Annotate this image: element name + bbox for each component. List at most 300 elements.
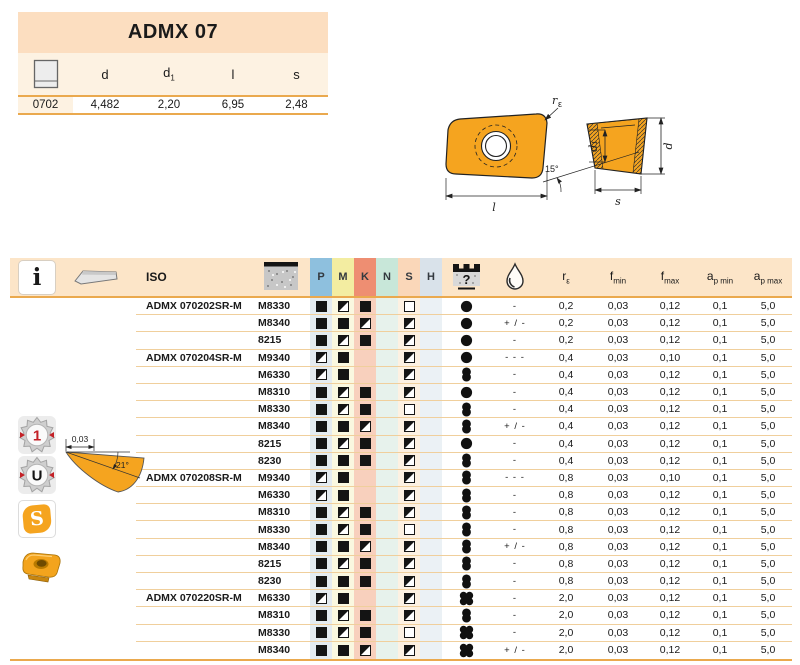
application-mark-M — [332, 367, 354, 383]
grade-label: M9340 — [258, 351, 291, 364]
application-mark-P — [310, 350, 332, 366]
apmin-value: 0,1 — [712, 626, 728, 639]
application-mark-H — [420, 436, 442, 452]
application-mark-N — [376, 590, 398, 606]
application-table — [10, 258, 792, 661]
fmin-value: 0,03 — [607, 300, 629, 313]
application-mark-K — [354, 384, 376, 400]
cut-type-continuous-icon — [442, 436, 490, 451]
application-mark-S — [398, 590, 420, 606]
dimension-table-row — [18, 97, 328, 115]
fmax-value: 0,10 — [659, 351, 681, 364]
grade-label: M8340 — [258, 420, 291, 433]
application-mark-M — [332, 298, 354, 314]
table-row — [136, 298, 792, 315]
application-mark-S — [398, 453, 420, 469]
apmax-value: 5,0 — [760, 557, 776, 570]
coolant-value: - — [512, 506, 518, 518]
page-title: ADMX 07 — [18, 12, 328, 53]
grade-label: M8330 — [258, 523, 291, 536]
application-mark-S — [398, 539, 420, 555]
application-mark-H — [420, 453, 442, 469]
apmax-value: 5,0 — [760, 403, 776, 416]
coolant-value: + / - — [504, 420, 526, 432]
left-icon-rail — [10, 298, 136, 659]
application-mark-P — [310, 607, 332, 623]
coolant-value: - — [512, 334, 518, 346]
re-value: 0,4 — [558, 420, 574, 433]
application-mark-P — [310, 401, 332, 417]
material-column-header-M: M — [332, 258, 354, 296]
cut-type-interrupted-icon — [442, 625, 490, 640]
table-row — [136, 556, 792, 573]
application-mark-K — [354, 315, 376, 331]
application-mark-K — [354, 556, 376, 572]
fmin-value: 0,03 — [607, 471, 629, 484]
apmax-value: 5,0 — [760, 592, 776, 605]
application-mark-K — [354, 470, 376, 486]
application-mark-S — [398, 573, 420, 589]
application-mark-K — [354, 436, 376, 452]
coolant-value: - — [512, 438, 518, 450]
re-value: 0,4 — [558, 454, 574, 467]
application-mark-H — [420, 539, 442, 555]
application-mark-H — [420, 521, 442, 537]
grade-label: M8330 — [258, 403, 291, 416]
iso-column-header: ISO — [146, 270, 167, 284]
dim-d1-value: 2,20 — [157, 99, 181, 111]
fmax-value: 0,12 — [659, 386, 681, 399]
iso-designation: ADMX 070204SR-M — [146, 351, 242, 364]
dimension-table-header — [18, 53, 328, 97]
fmin-value: 0,03 — [607, 609, 629, 622]
coolant-value: - — [512, 489, 518, 501]
apmax-value: 5,0 — [760, 386, 776, 399]
grade-label: M9340 — [258, 471, 291, 484]
dim-column-header: l — [231, 66, 235, 82]
application-mark-K — [354, 487, 376, 503]
cut-type-interrupted-icon — [442, 643, 490, 658]
table-row — [136, 350, 792, 367]
technical-drawing — [418, 90, 713, 230]
cut-data-header: $a_{p min}$ — [706, 268, 734, 286]
application-mark-M — [332, 436, 354, 452]
grade-label: M8340 — [258, 644, 291, 657]
application-mark-N — [376, 401, 398, 417]
application-mark-M — [332, 384, 354, 400]
fmax-value: 0,12 — [659, 489, 681, 502]
re-value: 2,0 — [558, 626, 574, 639]
dim-s-label: s — [615, 195, 621, 208]
table-header — [10, 258, 792, 298]
table-row — [136, 453, 792, 470]
table-row — [136, 504, 792, 521]
cut-type-semi-icon — [442, 367, 490, 382]
fmax-value: 0,12 — [659, 454, 681, 467]
application-mark-S — [398, 367, 420, 383]
application-mark-P — [310, 625, 332, 641]
apmin-value: 0,1 — [712, 403, 728, 416]
re-value: 0,4 — [558, 368, 574, 381]
coolant-value: - — [512, 386, 518, 398]
fmin-value: 0,03 — [607, 368, 629, 381]
application-mark-K — [354, 350, 376, 366]
application-mark-H — [420, 401, 442, 417]
fmin-value: 0,03 — [607, 540, 629, 553]
application-mark-H — [420, 504, 442, 520]
application-mark-P — [310, 487, 332, 503]
application-mark-K — [354, 625, 376, 641]
re-value: 2,0 — [558, 592, 574, 605]
application-mark-S — [398, 332, 420, 348]
cut-data-header: $a_{p max}$ — [753, 268, 783, 286]
apmax-value: 5,0 — [760, 351, 776, 364]
re-value: 0,8 — [558, 540, 574, 553]
fmax-value: 0,12 — [659, 368, 681, 381]
fmax-value: 0,12 — [659, 420, 681, 433]
grade-label: M6330 — [258, 368, 291, 381]
re-value: 0,4 — [558, 403, 574, 416]
application-mark-S — [398, 487, 420, 503]
fmax-value: 0,12 — [659, 300, 681, 313]
cut-type-interrupted-icon — [442, 591, 490, 606]
fmax-value: 0,12 — [659, 506, 681, 519]
table-row — [136, 315, 792, 332]
re-value: 0,2 — [558, 317, 574, 330]
table-body — [10, 298, 792, 661]
re-value: 0,8 — [558, 489, 574, 502]
fmax-value: 0,12 — [659, 523, 681, 536]
application-mark-P — [310, 367, 332, 383]
application-mark-S — [398, 556, 420, 572]
application-mark-M — [332, 453, 354, 469]
application-mark-P — [310, 573, 332, 589]
apmax-value: 5,0 — [760, 609, 776, 622]
application-mark-S — [398, 470, 420, 486]
cut-type-semi-icon — [442, 608, 490, 623]
application-mark-N — [376, 521, 398, 537]
application-mark-M — [332, 470, 354, 486]
dimension-table — [18, 12, 328, 115]
wiper-angle-label: 21° — [116, 460, 129, 470]
material-column-header-H: H — [420, 258, 442, 296]
application-mark-K — [354, 367, 376, 383]
application-mark-M — [332, 487, 354, 503]
fmax-value: 0,10 — [659, 471, 681, 484]
universal-icon — [18, 456, 56, 499]
application-mark-S — [398, 607, 420, 623]
application-mark-S — [398, 401, 420, 417]
table-row — [136, 573, 792, 590]
apmax-value: 5,0 — [760, 644, 776, 657]
dim-d-label: d — [662, 142, 675, 150]
wiper-dim-label: 0,03 — [71, 434, 89, 444]
application-mark-K — [354, 401, 376, 417]
application-mark-M — [332, 350, 354, 366]
application-mark-N — [376, 504, 398, 520]
grade-label: M8310 — [258, 386, 291, 399]
application-mark-H — [420, 332, 442, 348]
grade-label: 8215 — [258, 334, 282, 347]
cut-type-continuous-icon — [442, 333, 490, 348]
fmax-value: 0,12 — [659, 575, 681, 588]
application-mark-N — [376, 487, 398, 503]
application-mark-K — [354, 453, 376, 469]
grade-label: M8340 — [258, 317, 291, 330]
coolant-value: - — [512, 575, 518, 587]
coolant-value: - — [512, 609, 518, 621]
application-mark-N — [376, 539, 398, 555]
grade-label: 8230 — [258, 575, 282, 588]
application-mark-P — [310, 298, 332, 314]
cut-data-header: $r_\varepsilon$ — [562, 268, 570, 286]
re-value: 0,8 — [558, 575, 574, 588]
insert-photo-icon — [18, 546, 64, 589]
application-mark-P — [310, 556, 332, 572]
cut-type-semi-icon — [442, 488, 490, 503]
application-mark-M — [332, 625, 354, 641]
application-mark-M — [332, 504, 354, 520]
coolant-value: - — [512, 524, 518, 536]
application-mark-P — [310, 436, 332, 452]
application-mark-P — [310, 504, 332, 520]
angle-15-label: 15° — [545, 164, 559, 174]
cut-type-continuous-icon — [442, 350, 490, 365]
coolant-icon — [490, 261, 540, 293]
apmin-value: 0,1 — [712, 471, 728, 484]
apmin-value: 0,1 — [712, 557, 728, 570]
application-mark-P — [310, 521, 332, 537]
table-row — [136, 487, 792, 504]
application-mark-N — [376, 573, 398, 589]
table-row — [136, 418, 792, 435]
apmin-value: 0,1 — [712, 489, 728, 502]
apmin-value: 0,1 — [712, 437, 728, 450]
application-mark-S — [398, 315, 420, 331]
application-mark-K — [354, 521, 376, 537]
application-mark-K — [354, 332, 376, 348]
re-value: 2,0 — [558, 609, 574, 622]
fmin-value: 0,03 — [607, 644, 629, 657]
application-mark-M — [332, 642, 354, 659]
apmax-value: 5,0 — [760, 334, 776, 347]
application-mark-N — [376, 384, 398, 400]
fmax-value: 0,12 — [659, 609, 681, 622]
application-mark-M — [332, 556, 354, 572]
apmin-value: 0,1 — [712, 386, 728, 399]
dim-column-header: d — [101, 66, 109, 82]
apmax-value: 5,0 — [760, 506, 776, 519]
application-mark-H — [420, 642, 442, 659]
application-mark-N — [376, 607, 398, 623]
coolant-value: - — [512, 403, 518, 415]
fmax-value: 0,12 — [659, 437, 681, 450]
apmin-value: 0,1 — [712, 317, 728, 330]
dim-d1-label: d₁ — [587, 140, 600, 152]
fmin-value: 0,03 — [607, 626, 629, 639]
application-mark-S — [398, 384, 420, 400]
application-mark-P — [310, 453, 332, 469]
application-mark-M — [332, 315, 354, 331]
cut-type-continuous-icon — [442, 385, 490, 400]
dim-column-header: s — [293, 66, 300, 82]
application-mark-H — [420, 590, 442, 606]
application-mark-K — [354, 504, 376, 520]
re-value: 0,8 — [558, 557, 574, 570]
fmin-value: 0,03 — [607, 420, 629, 433]
apmax-value: 5,0 — [760, 437, 776, 450]
fmax-value: 0,12 — [659, 317, 681, 330]
material-column-header-S: S — [398, 258, 420, 296]
application-mark-N — [376, 367, 398, 383]
application-mark-N — [376, 418, 398, 434]
apmin-value: 0,1 — [712, 644, 728, 657]
coolant-value: + / - — [504, 541, 526, 553]
fmin-value: 0,03 — [607, 351, 629, 364]
fmin-value: 0,03 — [607, 317, 629, 330]
apmin-value: 0,1 — [712, 575, 728, 588]
apmin-value: 0,1 — [712, 523, 728, 536]
table-row — [136, 625, 792, 642]
apmin-value: 0,1 — [712, 609, 728, 622]
application-mark-H — [420, 367, 442, 383]
material-column-header-N: N — [376, 258, 398, 296]
fmin-value: 0,03 — [607, 506, 629, 519]
application-mark-N — [376, 453, 398, 469]
cut-type-continuous-icon — [442, 316, 490, 331]
application-mark-M — [332, 607, 354, 623]
application-mark-P — [310, 384, 332, 400]
dim-d-value: 4,482 — [90, 99, 120, 111]
info-icon: i — [18, 260, 56, 295]
application-mark-N — [376, 470, 398, 486]
dim-l-value: 6,95 — [221, 99, 245, 111]
application-mark-M — [332, 573, 354, 589]
application-mark-S — [398, 521, 420, 537]
apmax-value: 5,0 — [760, 454, 776, 467]
grade-label: M8310 — [258, 506, 291, 519]
cut-type-semi-icon — [442, 522, 490, 537]
application-mark-P — [310, 539, 332, 555]
apmax-value: 5,0 — [760, 575, 776, 588]
fmax-value: 0,12 — [659, 403, 681, 416]
table-row — [136, 470, 792, 487]
application-mark-S — [398, 436, 420, 452]
application-mark-H — [420, 384, 442, 400]
fmax-value: 0,12 — [659, 644, 681, 657]
apmax-value: 5,0 — [760, 317, 776, 330]
cut-type-semi-icon — [442, 419, 490, 434]
material-column-header-K: K — [354, 258, 376, 296]
re-value: 2,0 — [558, 644, 574, 657]
table-row — [136, 539, 792, 556]
grade-label: M8330 — [258, 626, 291, 639]
fmax-value: 0,12 — [659, 540, 681, 553]
application-mark-S — [398, 418, 420, 434]
coolant-value: - — [512, 558, 518, 570]
application-mark-H — [420, 607, 442, 623]
re-value: 0,4 — [558, 437, 574, 450]
apmin-value: 0,1 — [712, 300, 728, 313]
cut-type-semi-icon — [442, 402, 490, 417]
grade-label: 8215 — [258, 557, 282, 570]
fmin-value: 0,03 — [607, 334, 629, 347]
table-row — [136, 384, 792, 401]
application-mark-N — [376, 298, 398, 314]
coolant-value: - — [512, 300, 518, 312]
cut-data-header: $f_{max}$ — [660, 268, 680, 286]
apmax-value: 5,0 — [760, 300, 776, 313]
coolant-value: - - - — [505, 472, 525, 484]
svg-text:U: U — [31, 467, 43, 485]
application-mark-N — [376, 332, 398, 348]
apmin-value: 0,1 — [712, 592, 728, 605]
wiper-detail-drawing — [60, 434, 155, 527]
dim-l-label: l — [492, 201, 496, 214]
apmax-value: 5,0 — [760, 471, 776, 484]
grade-label: M6330 — [258, 592, 291, 605]
coolant-value: - - - — [505, 352, 525, 364]
apmax-value: 5,0 — [760, 489, 776, 502]
dim-column-header: $d_1$ — [163, 65, 175, 83]
re-value: 0,2 — [558, 334, 574, 347]
fmin-value: 0,03 — [607, 454, 629, 467]
application-mark-K — [354, 642, 376, 659]
coolant-value: - — [512, 627, 518, 639]
table-row — [136, 332, 792, 349]
grade-label: 8215 — [258, 437, 282, 450]
application-mark-P — [310, 418, 332, 434]
apmin-value: 0,1 — [712, 334, 728, 347]
grade-label: 8230 — [258, 454, 282, 467]
dim-s-value: 2,48 — [285, 99, 308, 111]
application-mark-H — [420, 573, 442, 589]
application-mark-K — [354, 607, 376, 623]
application-mark-P — [310, 332, 332, 348]
re-value: 0,8 — [558, 506, 574, 519]
application-mark-S — [398, 350, 420, 366]
cut-type-continuous-icon — [442, 299, 490, 314]
table-row — [136, 590, 792, 607]
cut-type-semi-icon — [442, 539, 490, 554]
application-mark-H — [420, 470, 442, 486]
dim-r-label: r — [552, 94, 558, 107]
iso-designation: ADMX 070208SR-M — [146, 471, 242, 484]
apmax-value: 5,0 — [760, 523, 776, 536]
apmax-value: 5,0 — [760, 368, 776, 381]
application-mark-S — [398, 298, 420, 314]
apmin-value: 0,1 — [712, 454, 728, 467]
table-row — [136, 401, 792, 418]
application-mark-S — [398, 625, 420, 641]
apmin-value: 0,1 — [712, 506, 728, 519]
coolant-value: - — [512, 369, 518, 381]
first-choice-icon — [18, 416, 56, 459]
svg-text:?: ? — [462, 272, 471, 287]
cut-type-semi-icon — [442, 574, 490, 589]
application-mark-K — [354, 418, 376, 434]
insert-profile-icon — [72, 266, 120, 288]
fmax-value: 0,12 — [659, 626, 681, 639]
apmin-value: 0,1 — [712, 351, 728, 364]
re-value: 0,2 — [558, 300, 574, 313]
fmin-value: 0,03 — [607, 437, 629, 450]
fmax-value: 0,12 — [659, 334, 681, 347]
svg-text:1: 1 — [32, 427, 42, 445]
table-row — [136, 367, 792, 384]
application-mark-H — [420, 556, 442, 572]
grade-label: M8340 — [258, 540, 291, 553]
